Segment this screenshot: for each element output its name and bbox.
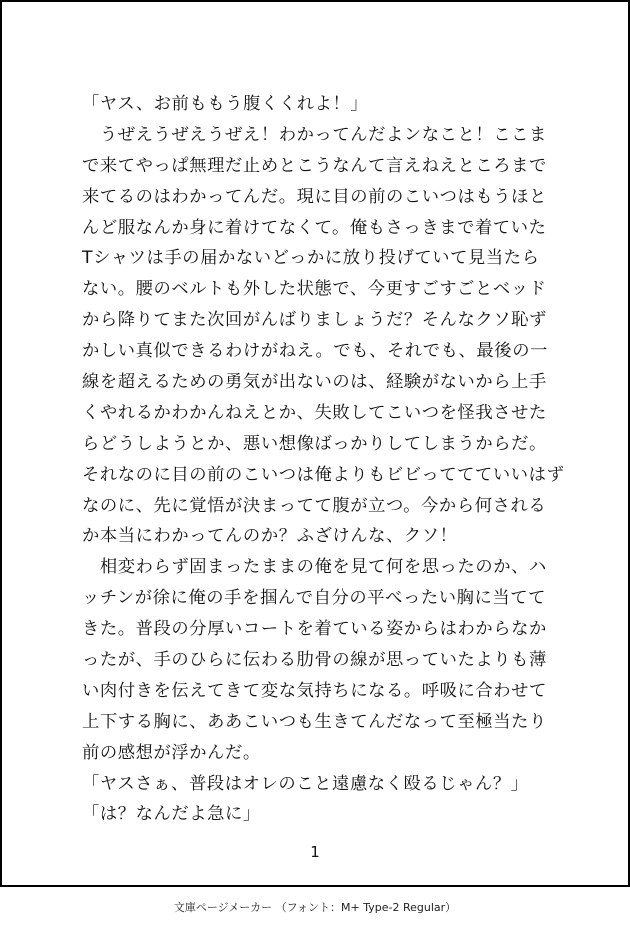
- text-line: んど服なんか身に着けてなくて。俺もさっきまで着ていた: [82, 217, 547, 238]
- text-line: い肉付きを伝えてきて変な気持ちになる。呼吸に合わせて: [82, 680, 547, 701]
- text-line: くやれるかわかんねえとか、失敗してこいつを怪我させた: [82, 402, 547, 423]
- body-text: [82, 89, 565, 830]
- text-line: 「ヤスさぁ、普段はオレのこと遠慮なく殴るじゃん？」: [82, 773, 529, 794]
- text-line: 線を超えるための勇気が出ないのは、経験がないから上手: [82, 372, 547, 393]
- text-line: らどうしようとか、悪い想像ばっかりしてしまうからだ。: [82, 433, 547, 454]
- text-line: 「は？なんだよ急に」: [82, 804, 261, 825]
- text-line: きた。普段の分厚いコートを着ている姿からはわからなか: [82, 619, 547, 640]
- text-line: で来てやっぱ無理だ止めとこうなんて言えねえところまで: [82, 155, 547, 176]
- text-line: 「ヤス、お前ももう腹くくれよ！」: [82, 94, 369, 114]
- text-line: ない。腰のベルトも外した状態で、今更すごすごとベッド: [82, 279, 547, 300]
- text-line: それなのに目の前のこいつは俺よりもビビっててていいはず: [82, 464, 565, 485]
- page-number: 1: [310, 843, 320, 861]
- text-line: か本当にわかってんのか？ふざけんな、クソ！: [82, 526, 458, 547]
- text-line: うぜえうぜえうぜえ！わかってんだよンなこと！ここま: [82, 124, 547, 145]
- text-line: かしい真似できるわけがねえ。でも、それでも、最後の一: [82, 341, 548, 362]
- text-line: ったが、手のひらに伝わる肋骨の線が思っていたよりも薄: [82, 650, 547, 671]
- text-line: 上下する胸に、ああこいつも生きてんだなって至極当たり: [82, 711, 547, 732]
- footer-credit: 文庫ページメーカー （フォント：M+ Type-2 Regular）: [173, 901, 457, 914]
- text-line: 相変わらず固まったままの俺を見て何を思ったのか、ハ: [82, 557, 547, 578]
- text-line: 前の感想が浮かんだ。: [82, 742, 261, 763]
- text-line: ッチンが徐に俺の手を掴んで自分の平べったい胸に当てて: [82, 588, 547, 609]
- text-line: 来てるのはわかってんだ。現に目の前のこいつはもうほと: [82, 186, 547, 207]
- text-line: から降りてまた次回がんばりましょうだ？そんなクソ恥ず: [82, 310, 547, 331]
- text-line: Tシャツは手の届かないどっかに放り投げていて見当たら: [82, 248, 540, 269]
- text-line: なのに、先に覚悟が決まってて腹が立つ。今から何される: [82, 495, 547, 516]
